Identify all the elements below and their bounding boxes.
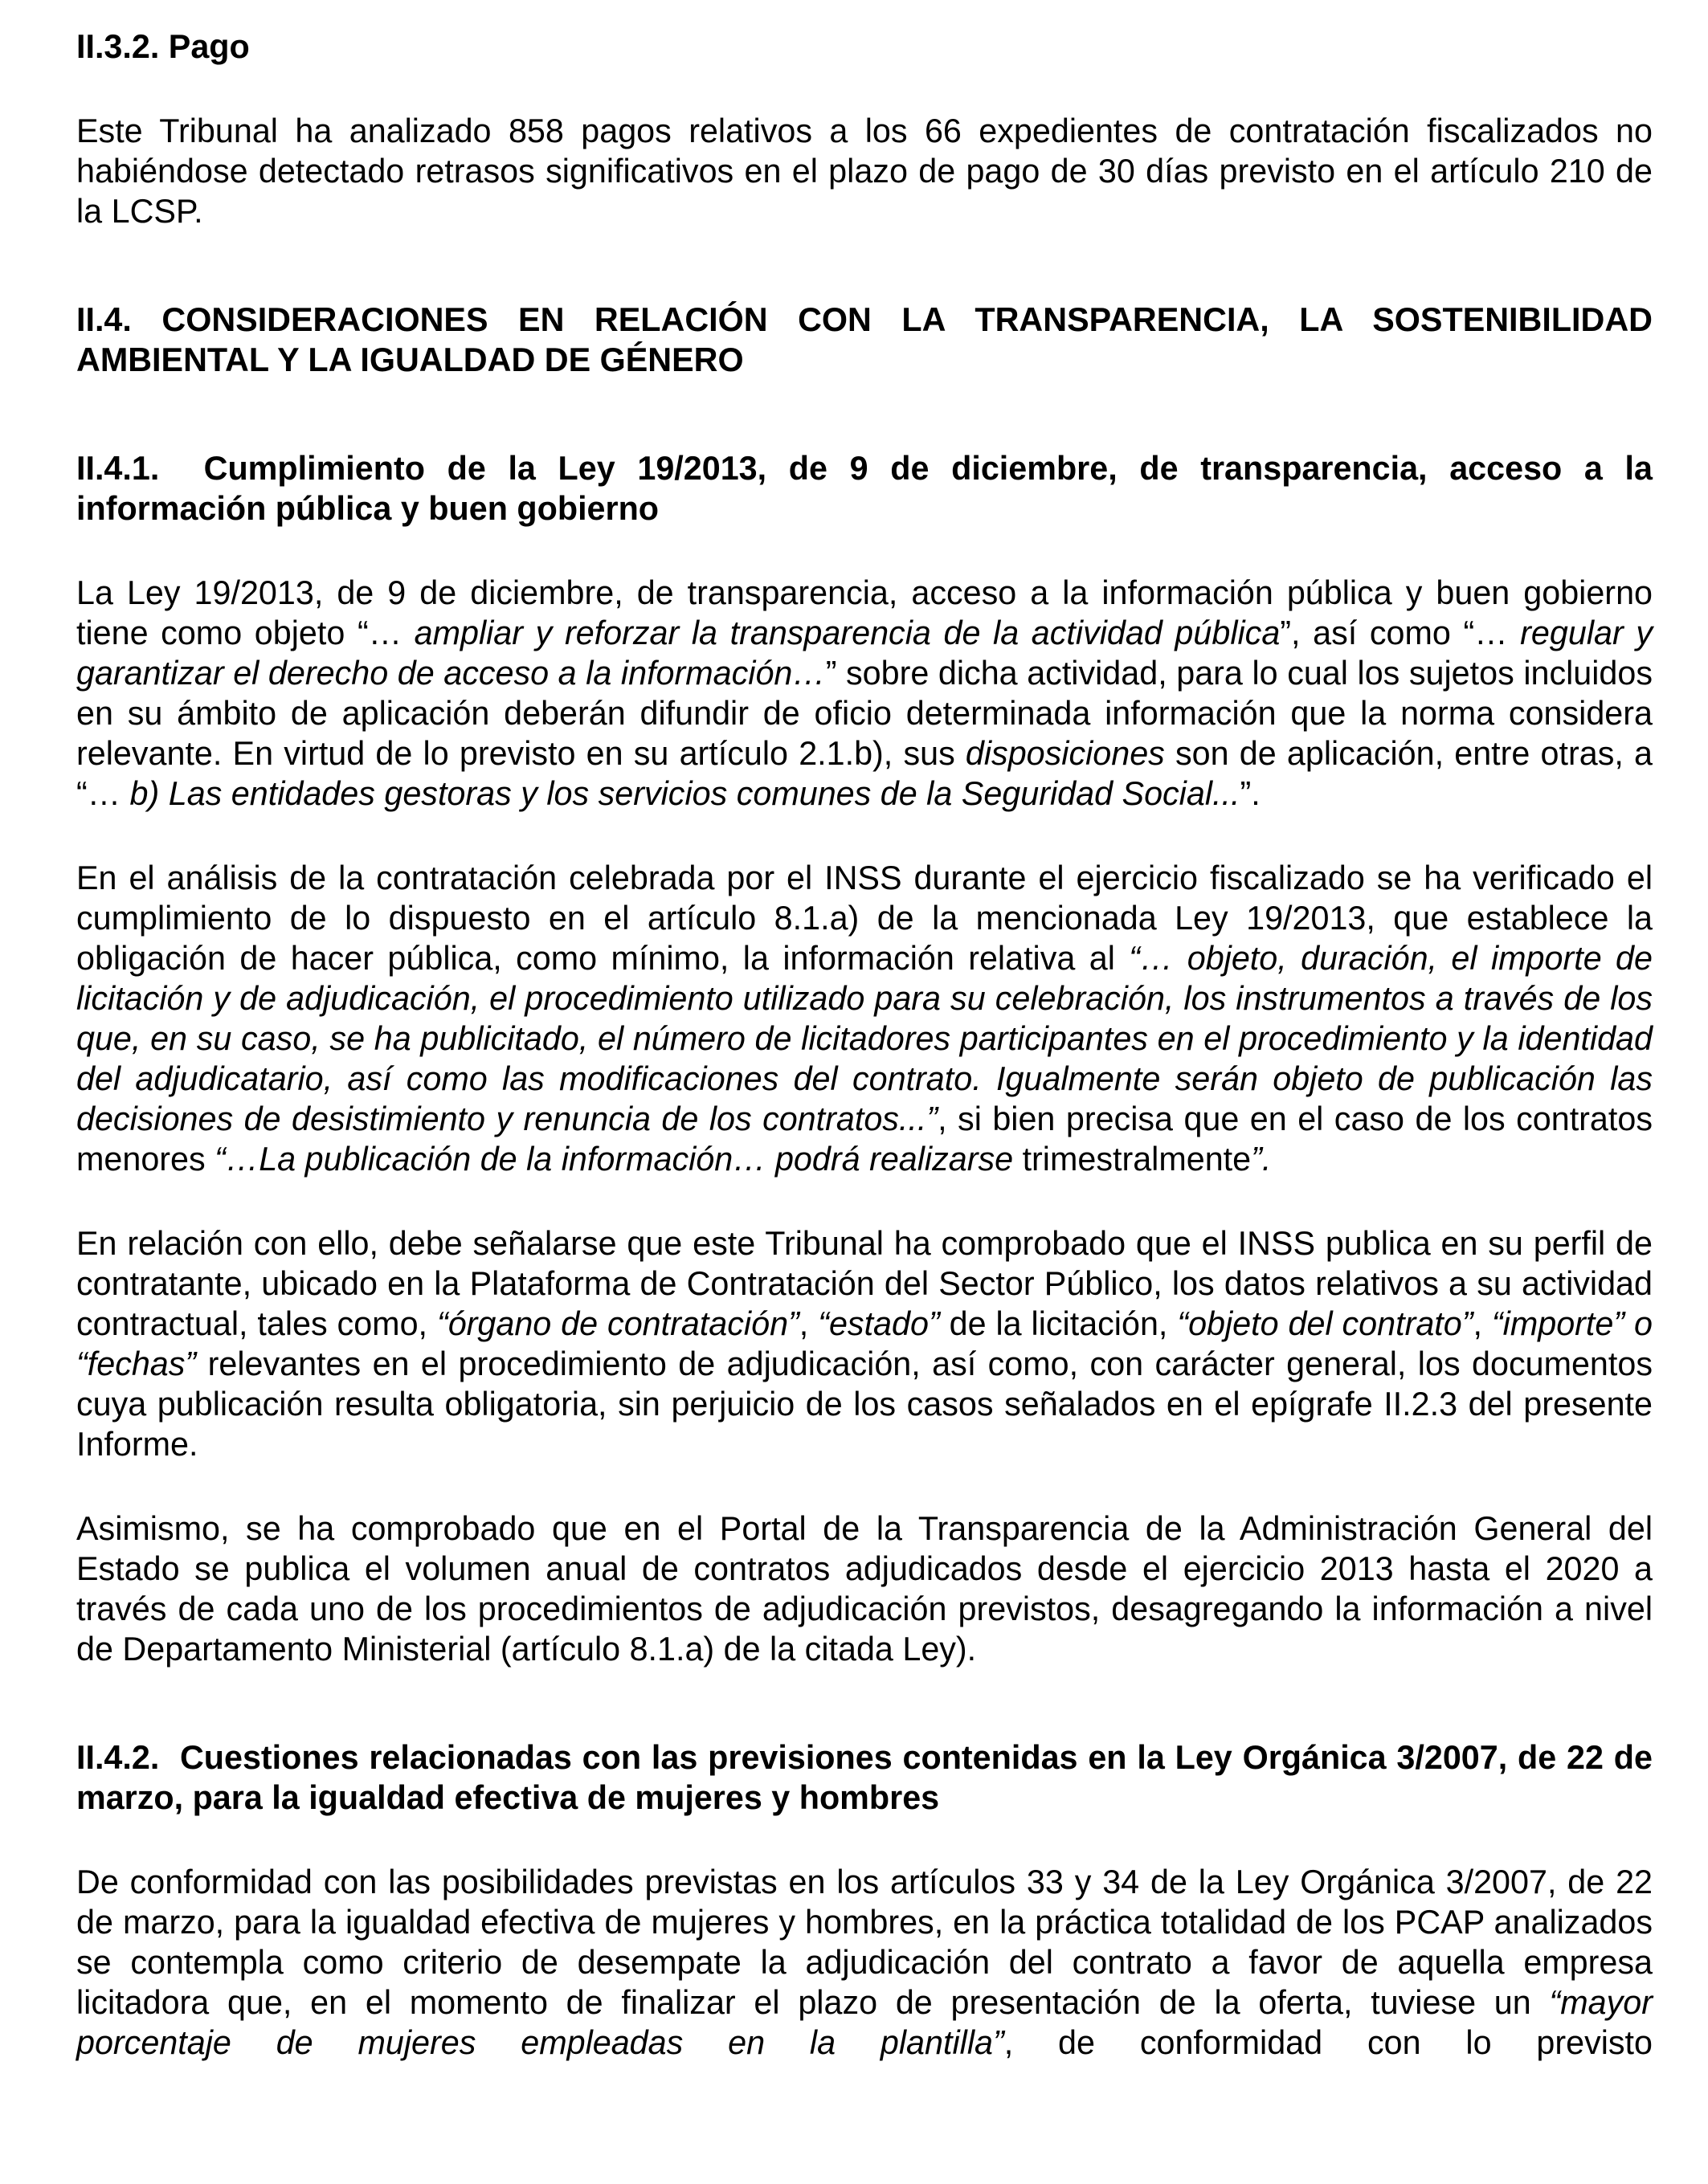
text-run: II.4.2. Cuestiones relacionadas con las previsiones contenidas en la Ley Orgánica 3/2007, de 22 de marzo, para la igualdad efectiva de mujeres y hombres	[76, 1739, 1653, 1816]
text-run: ”.	[1240, 775, 1261, 812]
text-run: son de aplicación, entre otras, a “…	[76, 735, 1653, 812]
italic-text-run: “…La publicación de la información… podrá realizarse	[215, 1141, 1023, 1178]
document-page	[76, 27, 1653, 2063]
italic-text-run: ”.	[1251, 1141, 1272, 1178]
paragraph	[76, 1508, 1653, 1669]
text-run: II.4.1. Cumplimiento de la Ley 19/2013, de 9 de diciembre, de transparencia, acceso a la información pública y buen gobierno	[76, 450, 1653, 527]
section-heading	[76, 300, 1653, 380]
text-run: , si bien precisa que en el caso de los contratos menores	[76, 1100, 1653, 1178]
italic-text-run: “importe” o “fechas”	[76, 1305, 1653, 1382]
text-run: , de conformidad con lo previsto	[1003, 2024, 1653, 2061]
text-run: de la licitación,	[939, 1305, 1178, 1342]
text-run: II.4. CONSIDERACIONES EN RELACIÓN CON LA TRANSPARENCIA, LA SOSTENIBILIDAD AMBIENTAL Y LA IGUALDAD DE GÉNERO	[76, 301, 1653, 378]
italic-text-run: ampliar y reforzar la transparencia de la actividad pública	[414, 614, 1281, 651]
italic-text-run: “mayor porcentaje de mujeres empleadas en la plantilla”	[76, 1984, 1653, 2061]
text-run: Asimismo, se ha comprobado que en el Portal de la Transparencia de la Administración General del Estado se publica el volumen anual de contratos adjudicados desde el ejercicio 2013 hasta el 2020 a través de cada uno de los procedimientos de adjudicación previstos, desagregando la información a nivel de Departamento Ministerial (artículo 8.1.a) de la citada Ley).	[76, 1510, 1653, 1668]
paragraph	[76, 111, 1653, 231]
text-run: ,	[799, 1305, 819, 1342]
text-run: ” sobre dicha actividad, para lo cual los sujetos incluidos en su ámbito de aplicación deberán difundir de oficio determinada información que la norma considera relevante. En virtud de lo previsto en su artículo 2.1.b), sus	[76, 655, 1653, 772]
section-heading	[76, 1737, 1653, 1818]
paragraph	[76, 573, 1653, 814]
italic-text-run: “estado”	[818, 1305, 940, 1342]
text-run: ,	[1473, 1305, 1492, 1342]
section-heading	[76, 27, 1653, 67]
text-run: trimestralmente	[1022, 1141, 1252, 1178]
italic-text-run: “… objeto, duración, el importe de licitación y de adjudicación, el procedimiento utilizado para su celebración, los instrumentos a través de los que, en su caso, se ha publicitado, el número de licitadores participantes en el procedimiento y la identidad del adjudicatario, así como las modificaciones del contrato. Igualmente serán objeto de publicación las decisiones de desistimiento y renuncia de los contratos...”	[76, 940, 1653, 1137]
text-run: II.3.2. Pago	[76, 28, 250, 65]
paragraph	[76, 858, 1653, 1179]
paragraph	[76, 1862, 1653, 2063]
italic-text-run: b) Las entidades gestoras y los servicios comunes de la Seguridad Social...	[129, 775, 1240, 812]
text-run: De conformidad con las posibilidades previstas en los artículos 33 y 34 de la Ley Orgánica 3/2007, de 22 de marzo, para la igualdad efectiva de mujeres y hombres, en la práctica totalidad de los PCAP analizados se contempla como criterio de desempate la adjudicación del contrato a favor de aquella empresa licitadora que, en el momento de finalizar el plazo de presentación de la oferta, tuviese un	[76, 1864, 1653, 2021]
section-heading	[76, 448, 1653, 529]
text-run: La Ley 19/2013, de 9 de diciembre, de transparencia, acceso a la información pública y buen gobierno tiene como objeto “…	[76, 574, 1653, 651]
text-run: En el análisis de la contratación celebrada por el INSS durante el ejercicio fiscalizado se ha verificado el cumplimiento de lo dispuesto en el artículo 8.1.a) de la mencionada Ley 19/2013, que establece la obligación de hacer pública, como mínimo, la información relativa al	[76, 859, 1653, 977]
italic-text-run: regular y garantizar el derecho de acceso a la información…	[76, 614, 1653, 692]
italic-text-run: disposiciones	[965, 735, 1165, 772]
italic-text-run: “órgano de contratación”	[436, 1305, 799, 1342]
text-run: Este Tribunal ha analizado 858 pagos relativos a los 66 expedientes de contratación fiscalizados no habiéndose detectado retrasos significativos en el plazo de pago de 30 días previsto en el artículo 210 de la LCSP.	[76, 112, 1653, 230]
text-run: En relación con ello, debe señalarse que este Tribunal ha comprobado que el INSS publica en su perfil de contratante, ubicado en la Plataforma de Contratación del Sector Público, los datos relativos a su actividad contractual, tales como,	[76, 1225, 1653, 1342]
paragraph	[76, 1223, 1653, 1464]
text-run: relevantes en el procedimiento de adjudicación, así como, con carácter general, los documentos cuya publicación resulta obligatoria, sin perjuicio de los casos señalados en el epígrafe II.2.3 del presente Informe.	[76, 1345, 1653, 1463]
text-run: ”, así como “…	[1280, 614, 1521, 651]
italic-text-run: “objeto del contrato”	[1177, 1305, 1473, 1342]
